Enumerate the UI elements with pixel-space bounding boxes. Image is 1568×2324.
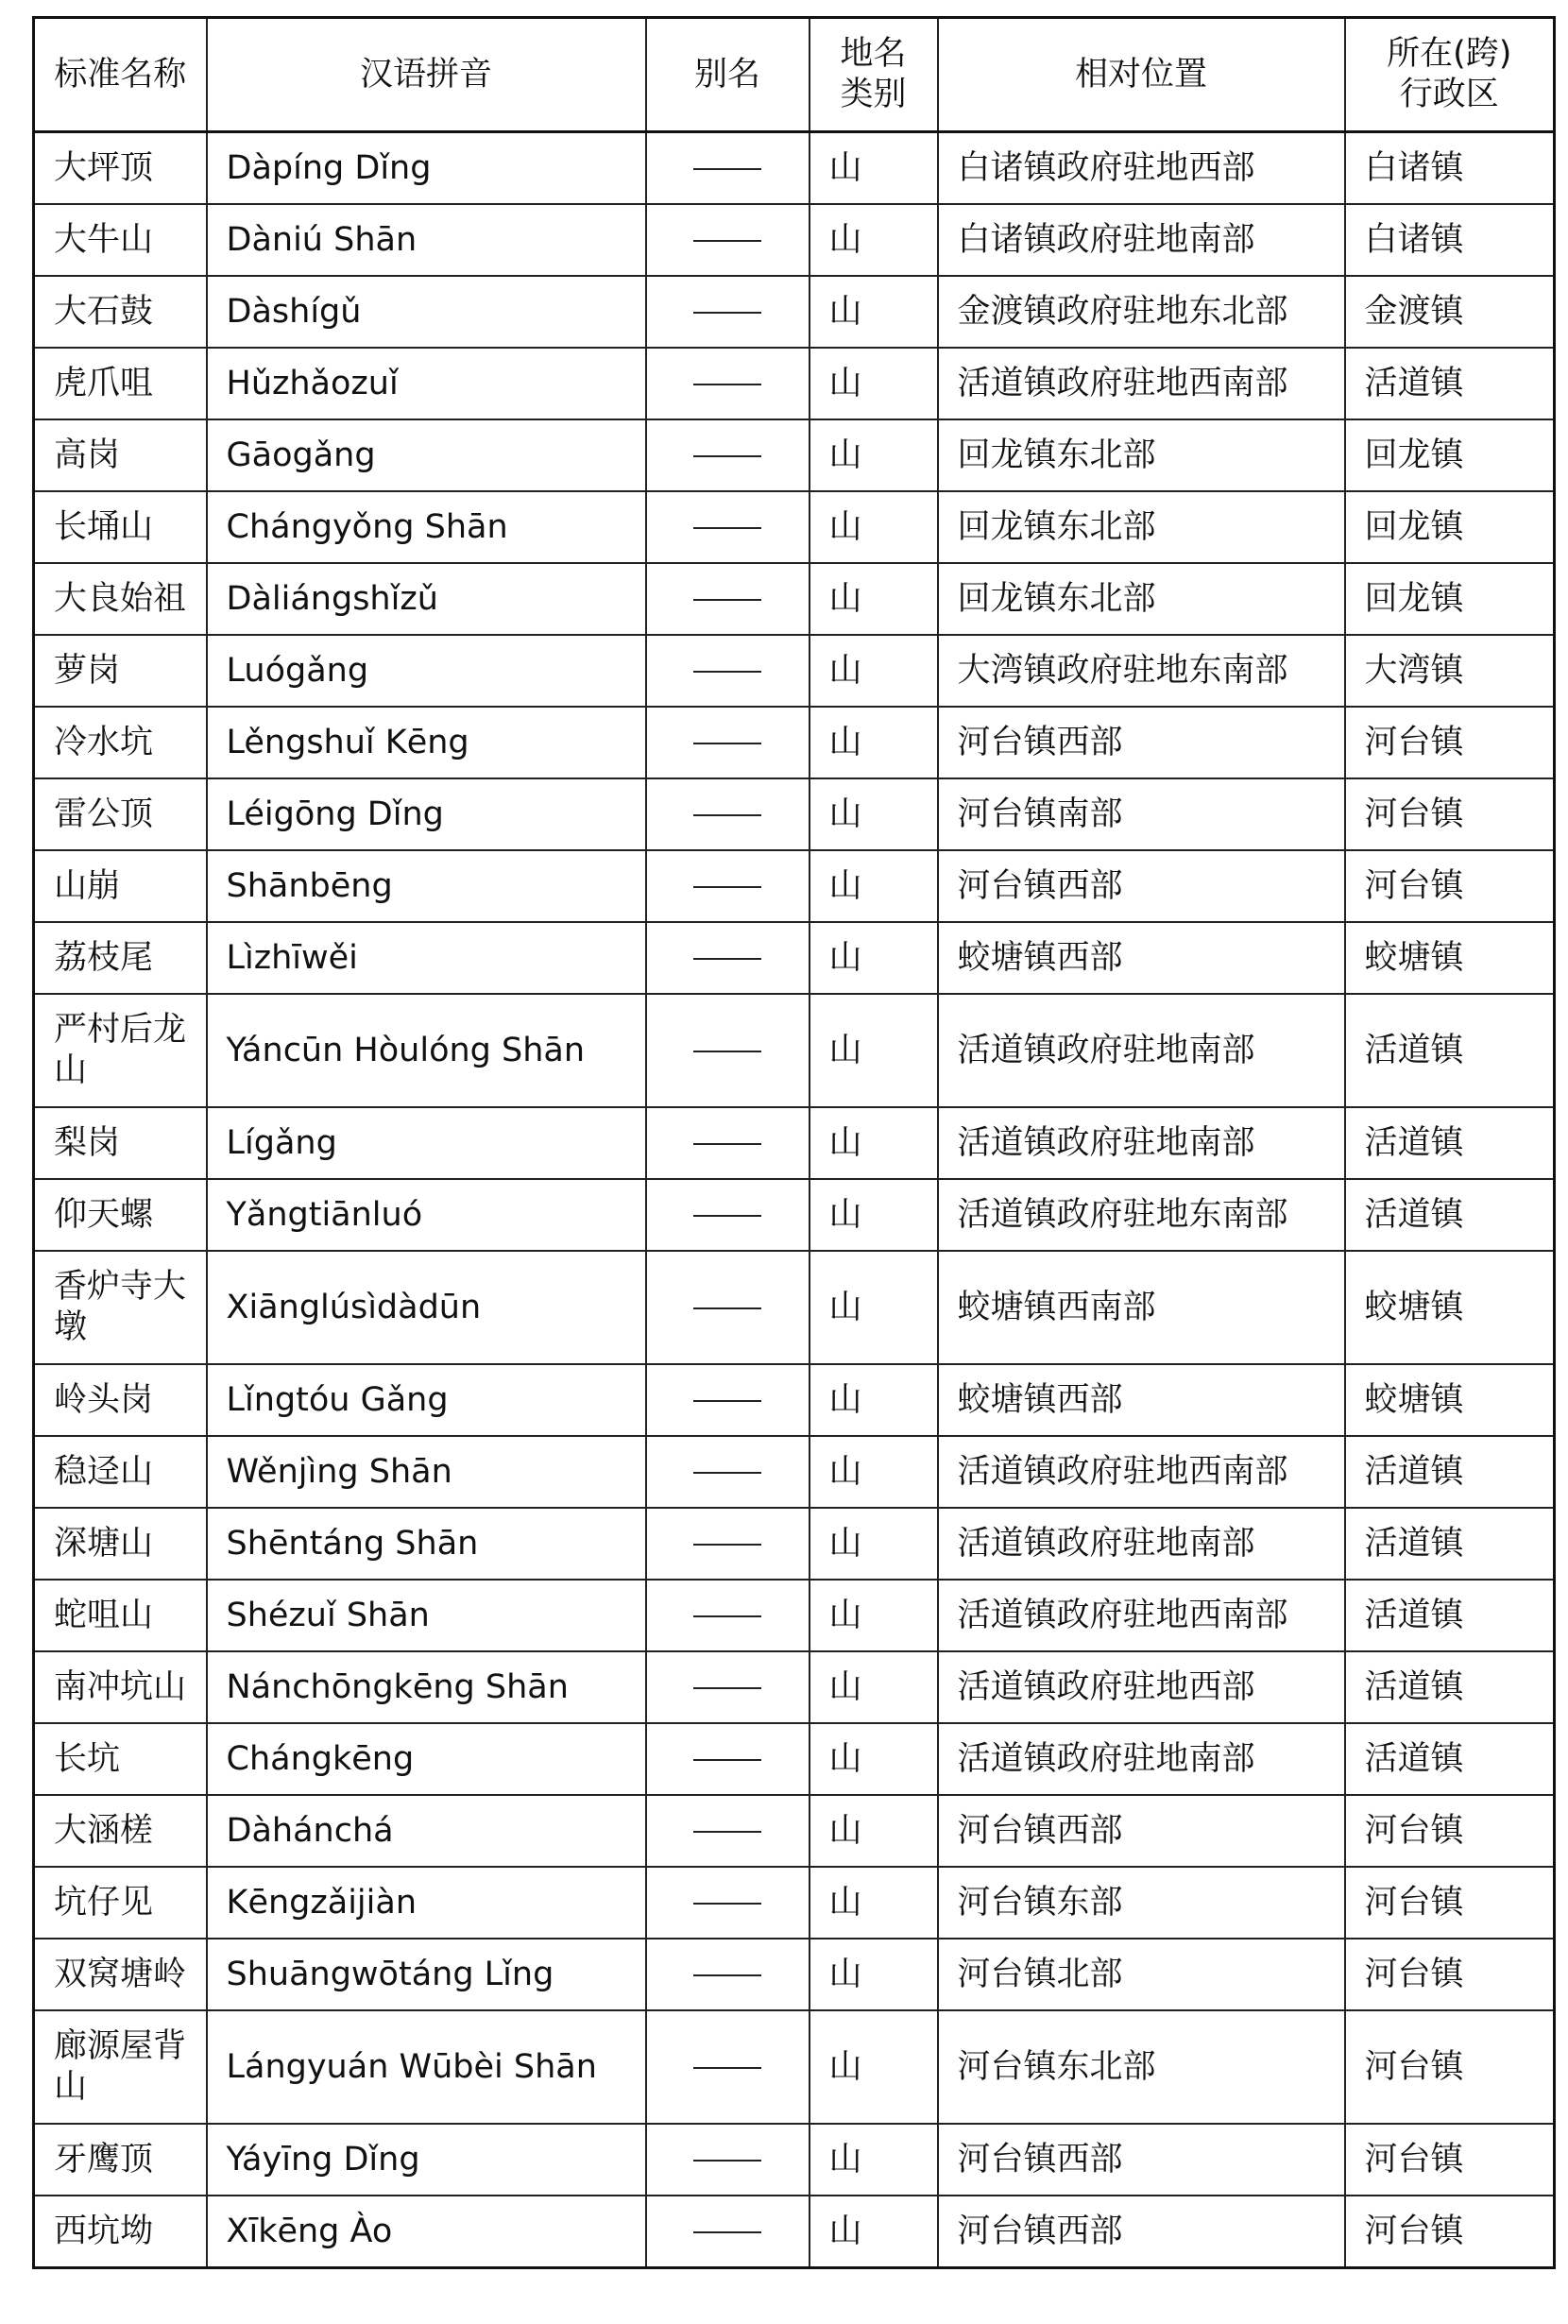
- table-row: [34, 204, 1555, 276]
- cell-alias: [646, 1251, 810, 1364]
- cell-pinyin: Luógǎng: [207, 635, 646, 707]
- alias-dash: [693, 527, 761, 529]
- table-row: [34, 2196, 1555, 2268]
- cell-standard-name: 大石鼓: [34, 276, 207, 348]
- alias-dash: [693, 168, 761, 170]
- table-row: [34, 2010, 1555, 2124]
- cell-category: 山: [810, 491, 938, 563]
- cell-category: 山: [810, 276, 938, 348]
- cell-admin-region: 河台镇: [1345, 707, 1555, 778]
- alias-dash: [693, 1215, 761, 1217]
- table-row: [34, 276, 1555, 348]
- table-row: [34, 635, 1555, 707]
- cell-relative-location: 白诸镇政府驻地西部: [938, 132, 1345, 205]
- alias-dash: [693, 2160, 761, 2162]
- cell-admin-region: 河台镇: [1345, 850, 1555, 922]
- alias-dash: [693, 312, 761, 314]
- cell-alias: [646, 419, 810, 491]
- cell-relative-location: 河台镇东北部: [938, 2010, 1345, 2124]
- cell-relative-location: 河台镇南部: [938, 778, 1345, 850]
- cell-pinyin: Hǔzhǎozuǐ: [207, 348, 646, 419]
- alias-dash: [693, 455, 761, 457]
- cell-standard-name: 西坑坳: [34, 2196, 207, 2268]
- alias-dash: [693, 384, 761, 385]
- cell-relative-location: 活道镇政府驻地南部: [938, 1107, 1345, 1179]
- cell-pinyin: Shānbēng: [207, 850, 646, 922]
- alias-dash: [693, 1903, 761, 1905]
- cell-standard-name: 大牛山: [34, 204, 207, 276]
- cell-pinyin: Dàpíng Dǐng: [207, 132, 646, 205]
- cell-pinyin: Dàliángshǐzǔ: [207, 563, 646, 635]
- cell-standard-name: 长坑: [34, 1723, 207, 1795]
- table-row: [34, 563, 1555, 635]
- cell-alias: [646, 491, 810, 563]
- cell-category: 山: [810, 635, 938, 707]
- cell-pinyin: Lígǎng: [207, 1107, 646, 1179]
- cell-alias: [646, 1179, 810, 1251]
- table-row: [34, 1867, 1555, 1939]
- cell-admin-region: 蛟塘镇: [1345, 1364, 1555, 1436]
- header-category-line1: 地名: [840, 35, 907, 74]
- cell-category: 山: [810, 1795, 938, 1867]
- cell-relative-location: 蛟塘镇西部: [938, 922, 1345, 994]
- table-row: [34, 778, 1555, 850]
- cell-relative-location: 河台镇西部: [938, 850, 1345, 922]
- cell-standard-name: 廊源屋背山: [34, 2010, 207, 2124]
- cell-pinyin: Shēntáng Shān: [207, 1508, 646, 1580]
- cell-standard-name: 蛇咀山: [34, 1580, 207, 1651]
- alias-dash: [693, 1307, 761, 1309]
- cell-pinyin: Xiānglúsìdàdūn: [207, 1251, 646, 1364]
- cell-pinyin: Lěngshuǐ Kēng: [207, 707, 646, 778]
- table-row: [34, 994, 1555, 1107]
- cell-relative-location: 活道镇政府驻地西南部: [938, 1580, 1345, 1651]
- cell-pinyin: Gāogǎng: [207, 419, 646, 491]
- cell-category: 山: [810, 1508, 938, 1580]
- cell-category: 山: [810, 1580, 938, 1651]
- header-category: [810, 18, 938, 132]
- cell-standard-name: 坑仔见: [34, 1867, 207, 1939]
- cell-alias: [646, 850, 810, 922]
- cell-relative-location: 回龙镇东北部: [938, 419, 1345, 491]
- cell-admin-region: 白诸镇: [1345, 132, 1555, 205]
- cell-category: 山: [810, 1436, 938, 1508]
- cell-category: 山: [810, 994, 938, 1107]
- alias-dash: [693, 743, 761, 744]
- header-admin-region: [1345, 18, 1555, 132]
- cell-alias: [646, 778, 810, 850]
- cell-pinyin: Lǐngtóu Gǎng: [207, 1364, 646, 1436]
- header-relative-location: 相对位置: [938, 18, 1345, 132]
- cell-admin-region: 活道镇: [1345, 1107, 1555, 1179]
- cell-category: 山: [810, 1651, 938, 1723]
- header-category-line2: 类别: [840, 76, 907, 113]
- alias-dash: [693, 886, 761, 888]
- cell-alias: [646, 1364, 810, 1436]
- header-admin-line2: 行政区: [1399, 76, 1499, 113]
- cell-standard-name: 梨岗: [34, 1107, 207, 1179]
- cell-standard-name: 牙鹰顶: [34, 2124, 207, 2196]
- table-row: [34, 1179, 1555, 1251]
- cell-admin-region: 金渡镇: [1345, 276, 1555, 348]
- cell-admin-region: 活道镇: [1345, 1436, 1555, 1508]
- table-row: [34, 491, 1555, 563]
- cell-admin-region: 河台镇: [1345, 1867, 1555, 1939]
- cell-pinyin: Shézuǐ Shān: [207, 1580, 646, 1651]
- cell-standard-name: 冷水坑: [34, 707, 207, 778]
- cell-standard-name: 南冲坑山: [34, 1651, 207, 1723]
- header-pinyin: 汉语拼音: [207, 18, 646, 132]
- cell-alias: [646, 1723, 810, 1795]
- table-header-row: [34, 18, 1555, 132]
- cell-relative-location: 河台镇东部: [938, 1867, 1345, 1939]
- cell-pinyin: Shuāngwōtáng Lǐng: [207, 1939, 646, 2010]
- cell-standard-name: 大良始祖: [34, 563, 207, 635]
- cell-category: 山: [810, 2196, 938, 2268]
- cell-relative-location: 河台镇西部: [938, 707, 1345, 778]
- cell-category: 山: [810, 348, 938, 419]
- cell-pinyin: Yǎngtiānluó: [207, 1179, 646, 1251]
- alias-dash: [693, 1687, 761, 1689]
- cell-admin-region: 回龙镇: [1345, 419, 1555, 491]
- table-row: [34, 1508, 1555, 1580]
- cell-pinyin: Chángkēng: [207, 1723, 646, 1795]
- alias-dash: [693, 1974, 761, 1976]
- alias-dash: [693, 1759, 761, 1761]
- cell-relative-location: 活道镇政府驻地东南部: [938, 1179, 1345, 1251]
- cell-pinyin: Léigōng Dǐng: [207, 778, 646, 850]
- cell-admin-region: 河台镇: [1345, 778, 1555, 850]
- table-row: [34, 850, 1555, 922]
- cell-category: 山: [810, 850, 938, 922]
- cell-standard-name: 山崩: [34, 850, 207, 922]
- table-row: [34, 1723, 1555, 1795]
- cell-relative-location: 蛟塘镇西南部: [938, 1251, 1345, 1364]
- alias-dash: [693, 2231, 761, 2233]
- alias-dash: [693, 1051, 761, 1052]
- cell-category: 山: [810, 419, 938, 491]
- cell-relative-location: 金渡镇政府驻地东北部: [938, 276, 1345, 348]
- cell-alias: [646, 1580, 810, 1651]
- cell-relative-location: 回龙镇东北部: [938, 491, 1345, 563]
- table-row: [34, 1651, 1555, 1723]
- cell-alias: [646, 2010, 810, 2124]
- cell-relative-location: 活道镇政府驻地西南部: [938, 348, 1345, 419]
- cell-standard-name: 雷公顶: [34, 778, 207, 850]
- cell-relative-location: 活道镇政府驻地南部: [938, 1508, 1345, 1580]
- cell-category: 山: [810, 1179, 938, 1251]
- cell-alias: [646, 994, 810, 1107]
- cell-alias: [646, 2196, 810, 2268]
- cell-pinyin: Wěnjìng Shān: [207, 1436, 646, 1508]
- cell-pinyin: Dàhánchá: [207, 1795, 646, 1867]
- alias-dash: [693, 1615, 761, 1617]
- table-row: [34, 922, 1555, 994]
- cell-category: 山: [810, 778, 938, 850]
- header-admin-line1: 所在(跨): [1387, 35, 1512, 74]
- cell-category: 山: [810, 922, 938, 994]
- cell-standard-name: 虎爪咀: [34, 348, 207, 419]
- table-row: [34, 1107, 1555, 1179]
- place-name-table: [32, 16, 1556, 2269]
- cell-alias: [646, 204, 810, 276]
- cell-admin-region: 河台镇: [1345, 2196, 1555, 2268]
- table-body: [34, 132, 1555, 2268]
- cell-admin-region: 河台镇: [1345, 2124, 1555, 2196]
- cell-admin-region: 活道镇: [1345, 1651, 1555, 1723]
- cell-relative-location: 河台镇北部: [938, 1939, 1345, 2010]
- cell-standard-name: 深塘山: [34, 1508, 207, 1580]
- alias-dash: [693, 958, 761, 960]
- cell-category: 山: [810, 1723, 938, 1795]
- alias-dash: [693, 1472, 761, 1474]
- cell-standard-name: 岭头岗: [34, 1364, 207, 1436]
- cell-pinyin: Kēngzǎijiàn: [207, 1867, 646, 1939]
- cell-alias: [646, 132, 810, 205]
- cell-relative-location: 活道镇政府驻地西部: [938, 1651, 1345, 1723]
- cell-alias: [646, 922, 810, 994]
- cell-category: 山: [810, 707, 938, 778]
- cell-admin-region: 河台镇: [1345, 1939, 1555, 2010]
- cell-admin-region: 大湾镇: [1345, 635, 1555, 707]
- alias-dash: [693, 240, 761, 242]
- cell-relative-location: 活道镇政府驻地西南部: [938, 1436, 1345, 1508]
- alias-dash: [693, 814, 761, 816]
- cell-category: 山: [810, 1364, 938, 1436]
- cell-standard-name: 长埇山: [34, 491, 207, 563]
- alias-dash: [693, 1400, 761, 1402]
- cell-alias: [646, 1508, 810, 1580]
- alias-dash: [693, 2067, 761, 2069]
- cell-alias: [646, 635, 810, 707]
- cell-alias: [646, 1436, 810, 1508]
- cell-alias: [646, 276, 810, 348]
- cell-relative-location: 河台镇西部: [938, 1795, 1345, 1867]
- cell-alias: [646, 2124, 810, 2196]
- cell-standard-name: 荔枝尾: [34, 922, 207, 994]
- cell-relative-location: 河台镇西部: [938, 2196, 1345, 2268]
- table-row: [34, 707, 1555, 778]
- cell-pinyin: Lìzhīwěi: [207, 922, 646, 994]
- table-row: [34, 348, 1555, 419]
- cell-admin-region: 蛟塘镇: [1345, 1251, 1555, 1364]
- cell-relative-location: 白诸镇政府驻地南部: [938, 204, 1345, 276]
- table-row: [34, 2124, 1555, 2196]
- cell-relative-location: 回龙镇东北部: [938, 563, 1345, 635]
- cell-admin-region: 活道镇: [1345, 1723, 1555, 1795]
- cell-category: 山: [810, 563, 938, 635]
- cell-category: 山: [810, 132, 938, 205]
- cell-pinyin: Yáncūn Hòulóng Shān: [207, 994, 646, 1107]
- cell-relative-location: 活道镇政府驻地南部: [938, 994, 1345, 1107]
- alias-dash: [693, 1143, 761, 1145]
- alias-dash: [693, 1544, 761, 1546]
- cell-standard-name: 稳迳山: [34, 1436, 207, 1508]
- cell-category: 山: [810, 2124, 938, 2196]
- cell-admin-region: 活道镇: [1345, 994, 1555, 1107]
- cell-admin-region: 活道镇: [1345, 1580, 1555, 1651]
- cell-alias: [646, 1867, 810, 1939]
- table-row: [34, 1939, 1555, 2010]
- cell-standard-name: 大涵槎: [34, 1795, 207, 1867]
- cell-pinyin: Xīkēng Ào: [207, 2196, 646, 2268]
- table-row: [34, 1795, 1555, 1867]
- header-alias: 别名: [646, 18, 810, 132]
- table-row: [34, 1364, 1555, 1436]
- cell-pinyin: Dàshígǔ: [207, 276, 646, 348]
- cell-category: 山: [810, 1107, 938, 1179]
- cell-alias: [646, 707, 810, 778]
- cell-pinyin: Chángyǒng Shān: [207, 491, 646, 563]
- cell-category: 山: [810, 2010, 938, 2124]
- cell-pinyin: Dàniú Shān: [207, 204, 646, 276]
- cell-pinyin: Nánchōngkēng Shān: [207, 1651, 646, 1723]
- cell-alias: [646, 348, 810, 419]
- cell-relative-location: 活道镇政府驻地南部: [938, 1723, 1345, 1795]
- cell-admin-region: 活道镇: [1345, 348, 1555, 419]
- table-row: [34, 1580, 1555, 1651]
- cell-admin-region: 活道镇: [1345, 1508, 1555, 1580]
- cell-admin-region: 河台镇: [1345, 1795, 1555, 1867]
- table-row: [34, 1436, 1555, 1508]
- cell-standard-name: 严村后龙山: [34, 994, 207, 1107]
- cell-admin-region: 回龙镇: [1345, 491, 1555, 563]
- cell-admin-region: 河台镇: [1345, 2010, 1555, 2124]
- cell-admin-region: 活道镇: [1345, 1179, 1555, 1251]
- table-row: [34, 132, 1555, 205]
- cell-standard-name: 仰天螺: [34, 1179, 207, 1251]
- cell-pinyin: Yáyīng Dǐng: [207, 2124, 646, 2196]
- cell-category: 山: [810, 1251, 938, 1364]
- header-standard-name: 标准名称: [34, 18, 207, 132]
- cell-alias: [646, 563, 810, 635]
- cell-category: 山: [810, 1867, 938, 1939]
- cell-relative-location: 河台镇西部: [938, 2124, 1345, 2196]
- cell-relative-location: 蛟塘镇西部: [938, 1364, 1345, 1436]
- cell-pinyin: Lángyuán Wūbèi Shān: [207, 2010, 646, 2124]
- table-row: [34, 1251, 1555, 1364]
- cell-standard-name: 香炉寺大墩: [34, 1251, 207, 1364]
- cell-alias: [646, 1651, 810, 1723]
- cell-relative-location: 大湾镇政府驻地东南部: [938, 635, 1345, 707]
- cell-standard-name: 大坪顶: [34, 132, 207, 205]
- cell-standard-name: 萝岗: [34, 635, 207, 707]
- cell-standard-name: 双窝塘岭: [34, 1939, 207, 2010]
- alias-dash: [693, 599, 761, 601]
- alias-dash: [693, 671, 761, 673]
- alias-dash: [693, 1831, 761, 1833]
- cell-standard-name: 高岗: [34, 419, 207, 491]
- cell-admin-region: 蛟塘镇: [1345, 922, 1555, 994]
- cell-alias: [646, 1107, 810, 1179]
- cell-category: 山: [810, 204, 938, 276]
- cell-alias: [646, 1795, 810, 1867]
- cell-admin-region: 白诸镇: [1345, 204, 1555, 276]
- cell-alias: [646, 1939, 810, 2010]
- cell-category: 山: [810, 1939, 938, 2010]
- table-row: [34, 419, 1555, 491]
- cell-admin-region: 回龙镇: [1345, 563, 1555, 635]
